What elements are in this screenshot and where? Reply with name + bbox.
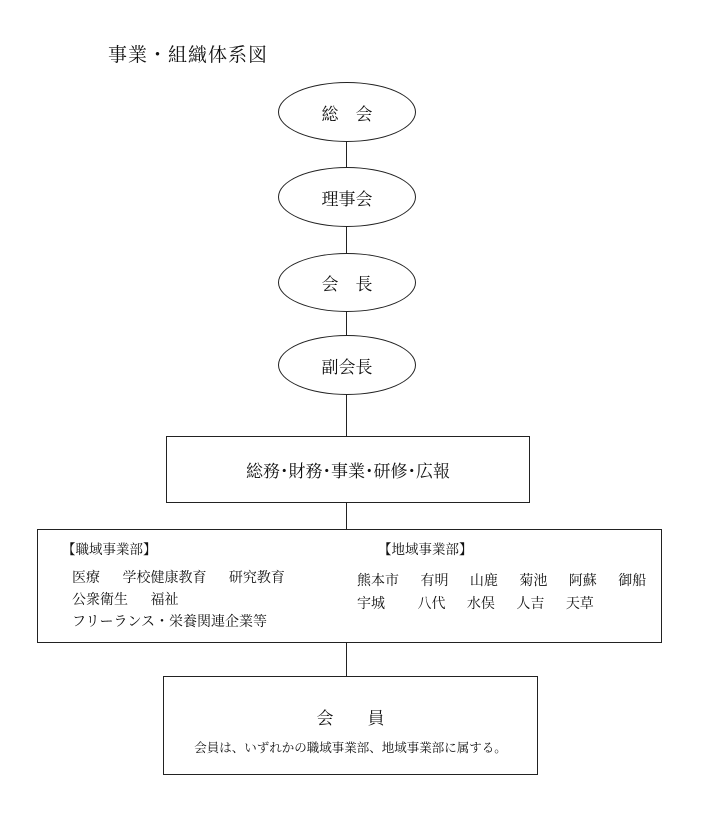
regional-dept-row [357, 593, 594, 613]
workplace-dept-heading: 【職域事業部】 [62, 542, 157, 558]
members-note: 会員は、いずれかの職域事業部、地域事業部に属する。 [194, 740, 507, 755]
node-label: 総 会 [321, 104, 373, 125]
dept-item: 研究教育 [228, 570, 285, 586]
dept-item: 熊本市 [357, 573, 399, 589]
dept-item: 水俣 [466, 596, 495, 612]
node-label: 総務･財務･事業･研修･広報 [246, 462, 450, 482]
connector-line [346, 311, 347, 335]
regional-dept-row [357, 570, 646, 590]
node-label: 会 長 [321, 275, 373, 295]
members-title: 会 員 [316, 709, 385, 729]
regional-dept-heading: 【地域事業部】 [378, 542, 473, 558]
departments-box [37, 529, 662, 643]
dept-item: 人吉 [516, 596, 545, 612]
connector-line [346, 140, 347, 167]
connector-line [346, 226, 347, 253]
node-chairman [278, 253, 416, 312]
node-general-assembly [278, 82, 416, 142]
dept-item: 天草 [565, 596, 594, 612]
node-vice-chairman [278, 335, 416, 395]
node-board [278, 167, 416, 227]
node-label: 副会長 [321, 357, 373, 378]
dept-item: 菊池 [519, 573, 548, 589]
workplace-dept-row [72, 611, 267, 631]
dept-item: フリーランス・栄養関連企業等 [72, 614, 268, 630]
dept-item: 宇城 [357, 596, 385, 612]
dept-item: 山鹿 [469, 573, 498, 589]
dept-item: 阿蘇 [568, 573, 597, 589]
dept-item: 福祉 [150, 592, 179, 608]
workplace-dept-row [72, 567, 285, 587]
dept-item: 医療 [72, 570, 100, 586]
dept-item: 学校健康教育 [122, 570, 207, 586]
dept-item: 公衆衛生 [72, 592, 128, 608]
connector-line [346, 394, 347, 436]
connector-line [346, 642, 347, 676]
node-divisions [166, 436, 530, 503]
members-box [163, 676, 538, 775]
workplace-dept-row [72, 589, 178, 609]
dept-item: 八代 [417, 596, 446, 612]
chart-title: 事業・組織体系図 [108, 44, 269, 66]
node-label: 理事会 [321, 189, 373, 210]
connector-line [346, 502, 347, 529]
dept-item: 有明 [420, 573, 449, 589]
dept-item: 御船 [618, 573, 647, 589]
